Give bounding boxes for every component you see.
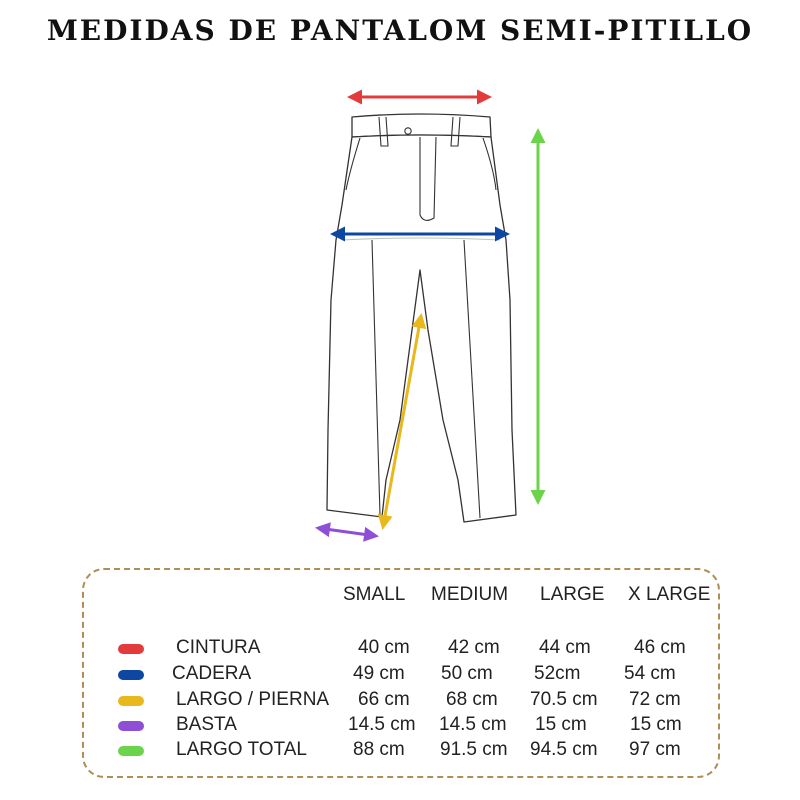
cell-basta-large: 15 cm <box>535 714 587 735</box>
row-label-largo-total: LARGO TOTAL <box>176 739 307 760</box>
cell-cintura-small: 40 cm <box>358 637 410 658</box>
cell-cintura-xlarge: 46 cm <box>634 637 686 658</box>
cell-cadera-xlarge: 54 cm <box>624 663 676 684</box>
cell-largo-total-xlarge: 97 cm <box>629 739 681 760</box>
basta-color-dot <box>118 721 144 731</box>
cell-largo-total-medium: 91.5 cm <box>440 739 508 760</box>
header-large: LARGE <box>540 584 605 605</box>
cell-cintura-large: 44 cm <box>539 637 591 658</box>
cell-cadera-medium: 50 cm <box>441 663 493 684</box>
cell-largo-total-small: 88 cm <box>353 739 405 760</box>
cell-basta-medium: 14.5 cm <box>439 714 507 735</box>
cintura-color-dot <box>118 644 144 654</box>
header-medium: MEDIUM <box>431 584 509 605</box>
largo-total-color-dot <box>118 746 144 756</box>
cell-cadera-small: 49 cm <box>353 663 405 684</box>
cell-largo-pierna-large: 70.5 cm <box>530 689 598 710</box>
cell-largo-total-large: 94.5 cm <box>530 739 598 760</box>
cell-largo-pierna-small: 66 cm <box>358 689 410 710</box>
header-x-large: X LARGE <box>628 584 711 605</box>
cell-basta-small: 14.5 cm <box>348 714 416 735</box>
cell-largo-pierna-medium: 68 cm <box>446 689 498 710</box>
row-label-basta: BASTA <box>176 714 237 735</box>
header-small: SMALL <box>343 584 406 605</box>
row-label-cadera: CADERA <box>172 663 252 684</box>
cell-basta-xlarge: 15 cm <box>630 714 682 735</box>
basta-arrow <box>318 528 376 536</box>
page-title: MEDIDAS DE PANTALOM SEMI-PITILLO <box>46 14 754 47</box>
row-label-cintura: CINTURA <box>176 637 261 658</box>
cadera-color-dot <box>118 670 144 680</box>
largo-pierna-color-dot <box>118 696 144 706</box>
row-label-largo-pierna: LARGO / PIERNA <box>176 689 330 710</box>
cell-cadera-large: 52cm <box>534 663 581 684</box>
cell-largo-pierna-xlarge: 72 cm <box>629 689 681 710</box>
cell-cintura-medium: 42 cm <box>448 637 500 658</box>
